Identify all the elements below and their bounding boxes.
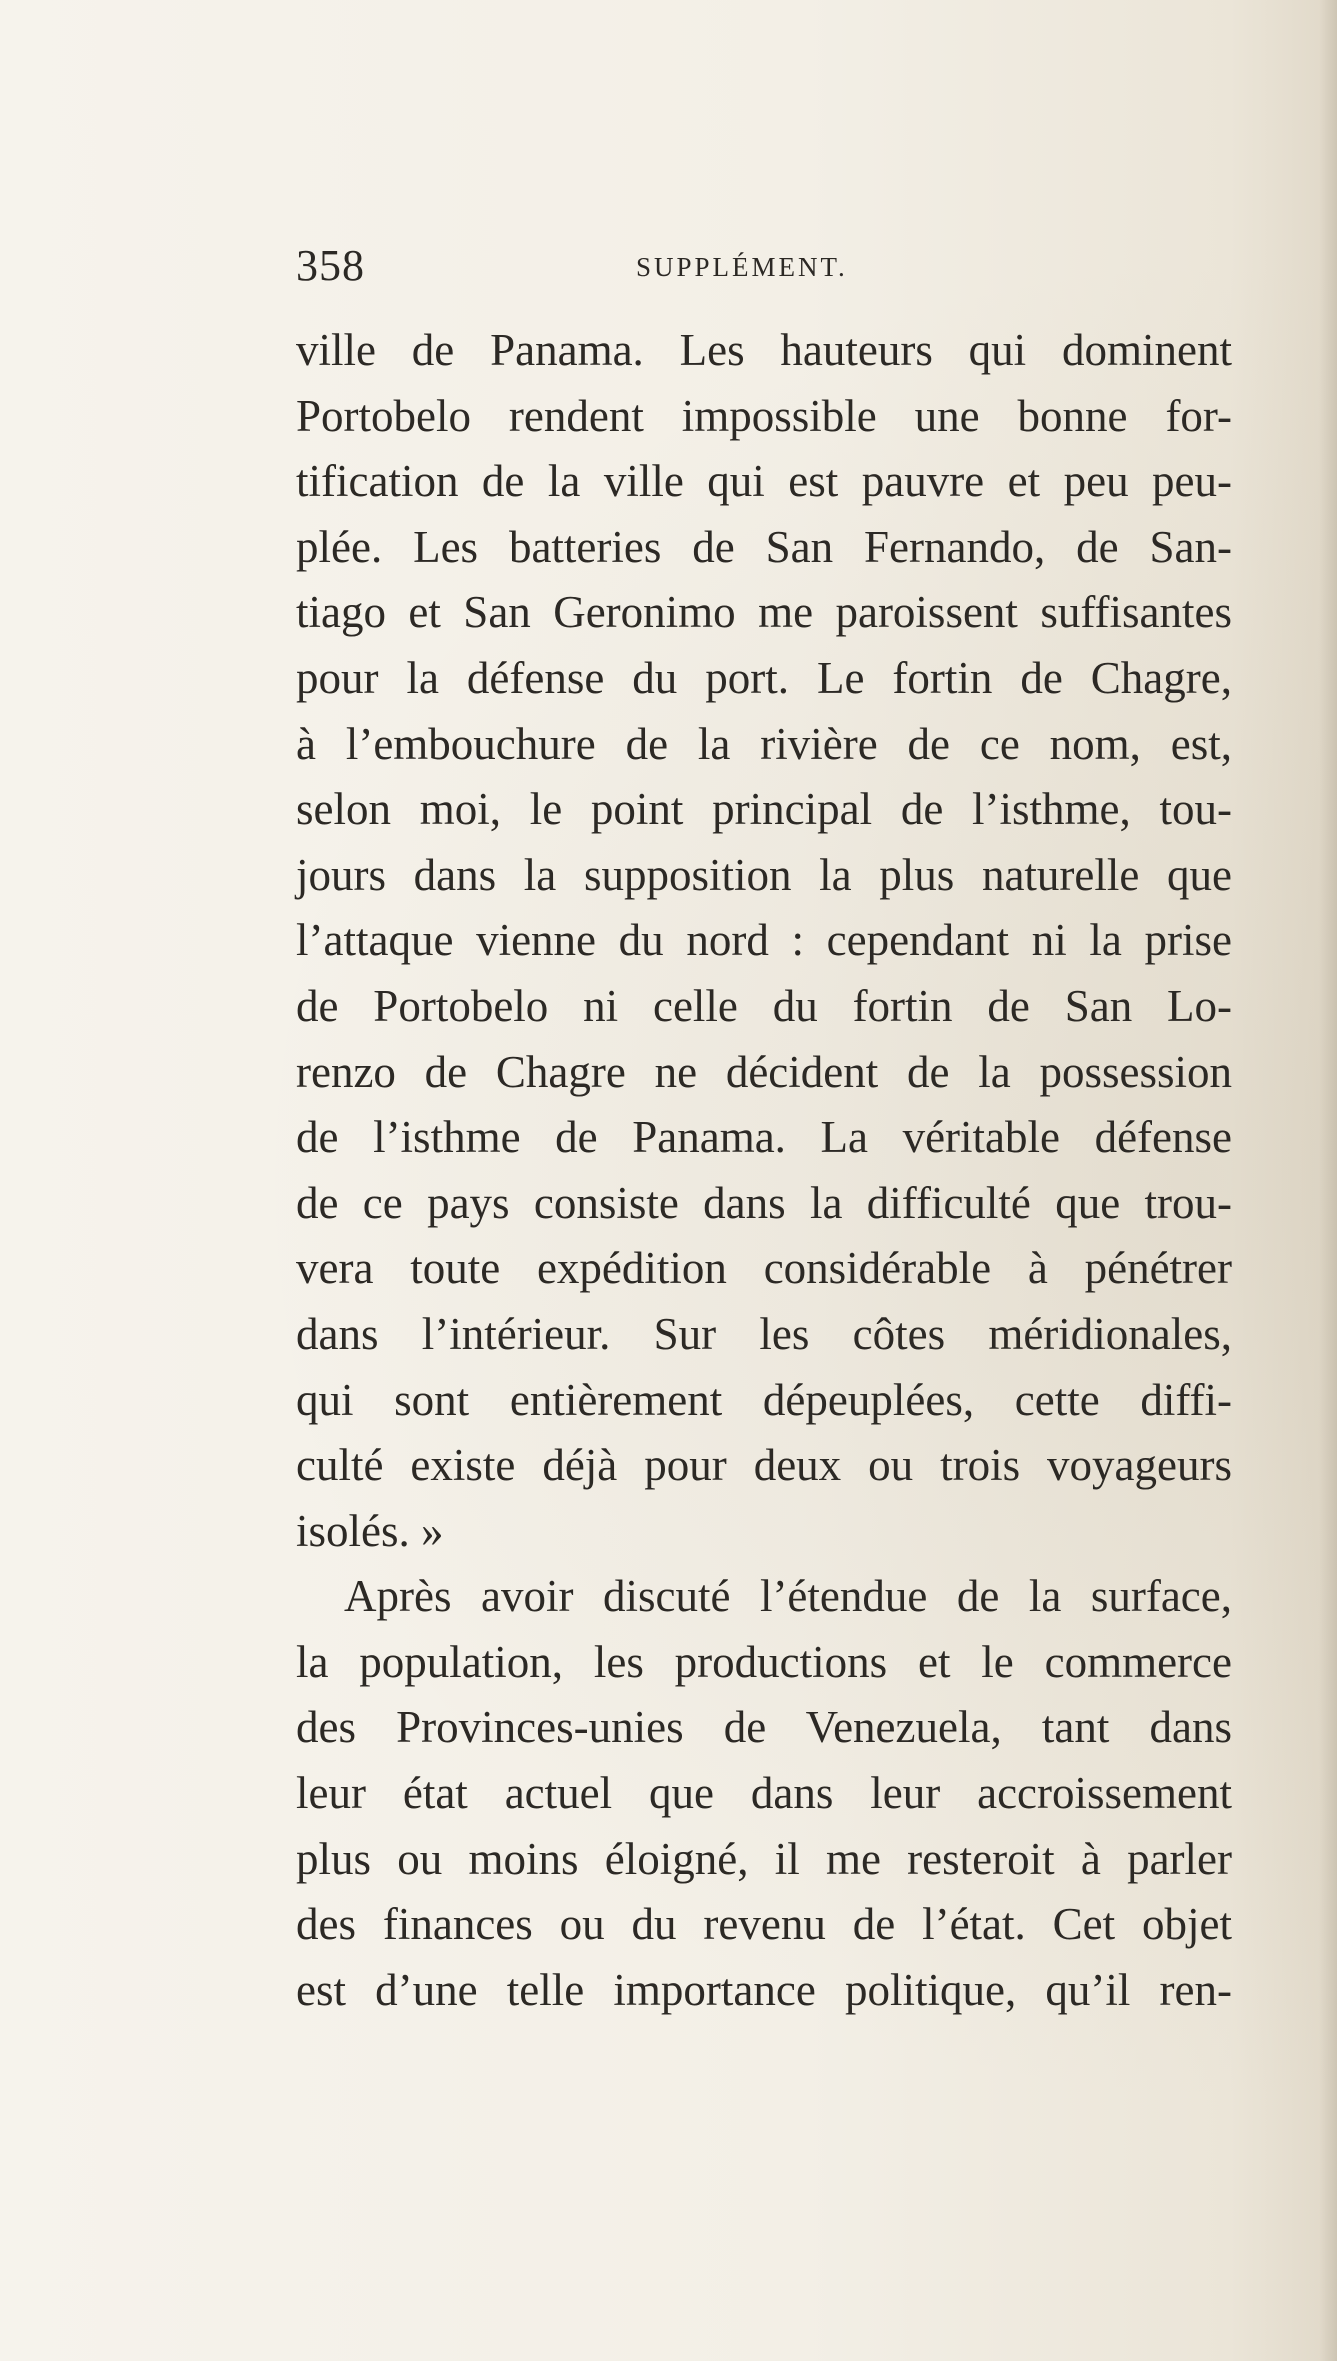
text-line: qui sont entièrement dépeuplées, cette diffi- [296, 1374, 1232, 1425]
body-text [296, 318, 1232, 2023]
text-line: de Portobelo ni celle du fortin de San Lo- [296, 980, 1232, 1031]
text-line: Portobelo rendent impossible une bonne for- [296, 390, 1232, 441]
text-line: pour la défense du port. Le fortin de Chagre, [296, 652, 1232, 703]
text-line: jours dans la supposition la plus naturelle que [296, 849, 1232, 900]
text-line: ville de Panama. Les hauteurs qui dominent [296, 325, 1232, 375]
text-line: renzo de Chagre ne décident de la possession [296, 1046, 1232, 1097]
text-line: la population, les productions et le commerce [296, 1636, 1232, 1687]
text-line: des finances ou du revenu de l’état. Cet objet [296, 1899, 1232, 1950]
text-line: des Provinces-unies de Venezuela, tant dans [296, 1702, 1232, 1753]
page-header [296, 240, 1232, 300]
text-line: leur état actuel que dans leur accroissement [296, 1768, 1232, 1819]
text-line: à l’embouchure de la rivière de ce nom, est, [296, 718, 1232, 769]
text-line: tiago et San Geronimo me paroissent suffisantes [296, 587, 1232, 638]
text-line: est d’une telle importance politique, qu’il ren- [296, 1964, 1232, 2015]
text-line: selon moi, le point principal de l’isthme, tou- [296, 784, 1232, 835]
text-line: plus ou moins éloigné, il me resteroit à parler [296, 1833, 1232, 1884]
text-line: vera toute expédition considérable à pénétrer [296, 1243, 1232, 1294]
page-number: 358 [296, 241, 365, 290]
text-line: tification de la ville qui est pauvre et peu peu- [296, 456, 1232, 507]
paragraph-start-line: Après avoir discuté l’étendue de la surface, [344, 1571, 1232, 1622]
text-line: l’attaque vienne du nord : cependant ni la prise [296, 915, 1232, 966]
running-head: SUPPLÉMENT. [636, 252, 848, 282]
text-line: plée. Les batteries de San Fernando, de San- [296, 521, 1232, 572]
text-line: culté existe déjà pour deux ou trois voyageurs [296, 1440, 1232, 1491]
text-line: de ce pays consiste dans la difficulté que trou- [296, 1177, 1232, 1228]
paragraph-end-line: isolés. » [296, 1505, 444, 1556]
page-edge-shadow [1319, 0, 1337, 2361]
text-line: de l’isthme de Panama. La véritable défense [296, 1112, 1232, 1163]
text-line: dans l’intérieur. Sur les côtes méridionales, [296, 1308, 1232, 1359]
